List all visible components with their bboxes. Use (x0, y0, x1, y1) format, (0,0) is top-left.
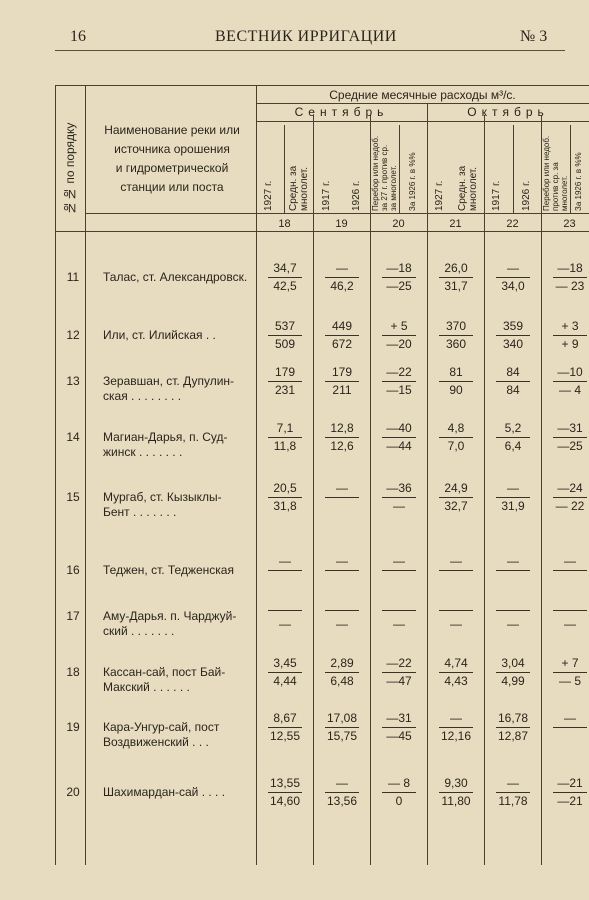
column-number: 22 (506, 218, 519, 230)
table-cell (428, 775, 484, 810)
value-average: 32,7 (444, 499, 468, 513)
value-1927: —22 (382, 655, 416, 673)
value-1927: 537 (268, 318, 302, 336)
subcol-header: Перебор или недоб. за 27 г. против ср. за многолет. (371, 135, 398, 211)
value-1927: 3,04 (496, 655, 530, 673)
sub-divider (399, 125, 400, 213)
value-1927 (382, 610, 416, 611)
value-average: —25 (557, 439, 583, 453)
value-average: — (336, 617, 348, 631)
colnum-rule (55, 231, 589, 232)
row-number: 19 (66, 720, 80, 734)
table-cell (257, 318, 313, 353)
value-average: — (564, 617, 576, 631)
value-average: — (279, 617, 291, 631)
table-cell (485, 364, 541, 399)
header-rule (55, 50, 565, 51)
table-left-border (55, 85, 56, 865)
row-number: 15 (66, 490, 80, 504)
row-number: 17 (66, 609, 80, 623)
sub-divider (284, 125, 285, 213)
page-header (0, 28, 589, 50)
value-average: — 4 (558, 383, 581, 397)
row-number: 13 (66, 374, 80, 388)
value-1927: — (382, 553, 416, 571)
value-1927: —36 (382, 480, 416, 498)
value-1927: 2,89 (325, 655, 359, 673)
column-number: 20 (392, 218, 405, 230)
table-cell (257, 260, 313, 295)
subcol-header: Перебор или недоб. против ср. за многолет. (542, 135, 569, 211)
table-cell (314, 775, 370, 810)
table-top-border (55, 85, 589, 86)
table-cell (371, 553, 427, 571)
value-average: 4,99 (501, 674, 525, 688)
month-september: Сентябрь (294, 105, 389, 119)
table-cell (314, 480, 370, 498)
value-average: — (507, 617, 519, 631)
value-1927: 179 (325, 364, 359, 382)
table-cell (371, 318, 427, 353)
value-average: — 23 (555, 279, 585, 293)
value-average: 34,0 (501, 279, 525, 293)
value-average: 11,78 (498, 794, 528, 808)
table-cell (428, 480, 484, 515)
value-1927: 84 (496, 364, 530, 382)
row-number: 16 (66, 563, 80, 577)
value-average: 231 (274, 383, 296, 397)
subcol-header: 1927 г. (263, 180, 274, 211)
table-cell (371, 260, 427, 295)
table-cell (371, 480, 427, 515)
value-average: 509 (274, 337, 296, 351)
table-cell (428, 420, 484, 455)
value-average: 672 (331, 337, 353, 351)
name-column-header: Наименование реки или источника орошения и гидрометрической станции или поста (104, 123, 240, 194)
value-1927: —40 (382, 420, 416, 438)
value-average: 7,0 (447, 439, 465, 453)
value-1927: — 8 (382, 775, 416, 793)
value-average: 0 (395, 794, 403, 808)
table-cell (542, 599, 589, 633)
value-1927 (553, 610, 587, 611)
value-1927: 9,30 (439, 775, 473, 793)
table-cell (314, 318, 370, 353)
value-1927: — (439, 553, 473, 571)
value-average: — (393, 617, 405, 631)
column-number: 18 (278, 218, 291, 230)
header-bottom-rule (85, 213, 589, 214)
value-1927: —21 (553, 775, 587, 793)
table-cell (257, 775, 313, 810)
value-average: — (393, 499, 405, 513)
issue-number: № 3 (520, 28, 548, 45)
station-name: Аму-Дарья. п. Чарджуй- ский . . . . . . . (103, 609, 237, 638)
value-average: 6,48 (330, 674, 354, 688)
value-1927: 13,55 (268, 775, 302, 793)
table-cell (485, 480, 541, 515)
value-average: 12,16 (440, 729, 472, 743)
subcol-header: Средн. за многолет. (288, 165, 310, 211)
group-title: Средние месячные расходы м³/с. (329, 88, 516, 102)
column-number: 19 (335, 218, 348, 230)
value-1927: 17,08 (325, 710, 359, 728)
col-divider (256, 85, 257, 865)
station-name: Кара-Унгур-сай, пост Воздвиженский . . . (103, 720, 220, 749)
table-cell (485, 260, 541, 295)
column-number: 23 (563, 218, 576, 230)
value-1927: — (325, 553, 359, 571)
value-1927: + 5 (382, 318, 416, 336)
value-1927: —18 (382, 260, 416, 278)
table-cell (314, 710, 370, 745)
value-1927: —24 (553, 480, 587, 498)
table-cell (257, 480, 313, 515)
table-cell (314, 364, 370, 399)
page-number: 16 (70, 28, 86, 45)
value-average: —45 (386, 729, 412, 743)
journal-title: ВЕСТНИК ИРРИГАЦИИ (215, 28, 397, 45)
value-average: —20 (386, 337, 412, 351)
value-1927: —18 (553, 260, 587, 278)
row-number: 14 (66, 430, 80, 444)
value-1927: — (496, 775, 530, 793)
table-cell (428, 364, 484, 399)
subcol-header: Средн. за многолет. (457, 165, 479, 211)
value-1927: + 3 (553, 318, 587, 336)
value-1927: —31 (382, 710, 416, 728)
value-average: 84 (506, 383, 520, 397)
value-1927: — (553, 553, 587, 571)
value-1927: —10 (553, 364, 587, 382)
station-name: Зеравшан, ст. Дупулин- ская . . . . . . . . (103, 374, 235, 403)
value-1927: 7,1 (268, 420, 302, 438)
value-1927: —22 (382, 364, 416, 382)
value-1927: 81 (439, 364, 473, 382)
column-number: 21 (449, 218, 462, 230)
subcol-header: 1926 г. (521, 180, 532, 211)
station-name: Или, ст. Илийская . . (103, 328, 216, 342)
table-cell (485, 775, 541, 810)
table-cell (371, 710, 427, 745)
station-name: Мургаб, ст. Кызыклы- Бент . . . . . . . (103, 490, 222, 519)
station-name: Магиан-Дарья, п. Суд- жинск . . . . . . . (103, 430, 228, 459)
value-1927: 4,74 (439, 655, 473, 673)
table-cell (257, 364, 313, 399)
value-average: —25 (386, 279, 412, 293)
discharge-table (55, 85, 589, 865)
value-1927: 3,45 (268, 655, 302, 673)
value-average: 6,4 (504, 439, 522, 453)
value-average: 31,8 (273, 499, 297, 513)
value-average: — (450, 617, 462, 631)
table-cell (542, 553, 589, 571)
table-cell (371, 775, 427, 810)
value-1927: —31 (553, 420, 587, 438)
value-1927: 16,78 (496, 710, 530, 728)
table-cell (485, 553, 541, 571)
table-cell (542, 710, 589, 728)
subcol-header: 1917 г. (491, 180, 502, 211)
table-cell (371, 364, 427, 399)
table-cell (314, 260, 370, 295)
value-average: 360 (445, 337, 467, 351)
value-1927: — (496, 480, 530, 498)
value-1927: 4,8 (439, 420, 473, 438)
col-divider (85, 85, 86, 865)
subcol-header: 1917 г. (321, 180, 332, 211)
value-average: —47 (386, 674, 412, 688)
order-column-header: №№ по порядку (63, 122, 77, 215)
value-average: 31,9 (501, 499, 525, 513)
value-average: 4,44 (273, 674, 297, 688)
value-average: 340 (502, 337, 524, 351)
value-1927 (325, 610, 359, 611)
station-name: Теджен, ст. Тедженская (103, 563, 234, 577)
value-average: 11,8 (273, 439, 297, 453)
value-1927: 20,5 (268, 480, 302, 498)
value-average: 12,87 (497, 729, 529, 743)
table-cell (314, 599, 370, 633)
table-cell (428, 318, 484, 353)
value-average: 13,56 (326, 794, 358, 808)
value-1927: 5,2 (496, 420, 530, 438)
table-cell (485, 710, 541, 745)
value-average: —21 (557, 794, 583, 808)
subcol-header: 1926 г. (351, 180, 362, 211)
value-1927 (496, 610, 530, 611)
table-cell (428, 655, 484, 690)
value-average: 211 (332, 383, 352, 397)
station-name: Кассан-сай, пост Бай- Макский . . . . . . (103, 665, 226, 694)
station-name: Талас, ст. Александровск. (103, 270, 248, 284)
value-average: 46,2 (330, 279, 354, 293)
value-average: — 5 (558, 674, 581, 688)
value-1927: — (325, 775, 359, 793)
value-1927: — (553, 710, 587, 728)
table-cell (542, 775, 589, 810)
table-cell (542, 364, 589, 399)
table-cell (314, 420, 370, 455)
subcol-header: За 1926 г. в %% (408, 152, 417, 211)
value-average: 12,6 (330, 439, 354, 453)
value-average: 90 (449, 383, 463, 397)
table-cell (485, 318, 541, 353)
value-1927: — (325, 480, 359, 498)
table-cell (428, 260, 484, 295)
value-1927: 370 (439, 318, 473, 336)
value-1927: — (268, 553, 302, 571)
value-1927: — (496, 553, 530, 571)
row-number: 20 (66, 785, 80, 799)
table-cell (542, 655, 589, 690)
value-average: —15 (386, 383, 412, 397)
row-number: 11 (66, 270, 80, 284)
table-cell (428, 553, 484, 571)
value-average: + 9 (561, 337, 579, 351)
value-average: — 22 (555, 499, 585, 513)
value-1927: — (325, 260, 359, 278)
table-cell (257, 420, 313, 455)
value-1927: 24,9 (439, 480, 473, 498)
month-october: Октябрь (467, 105, 549, 119)
value-1927: 34,7 (268, 260, 302, 278)
table-cell (542, 260, 589, 295)
table-cell (371, 420, 427, 455)
table-cell (314, 553, 370, 571)
table-cell (428, 599, 484, 633)
value-1927 (268, 610, 302, 611)
table-cell (314, 655, 370, 690)
value-average: 42,5 (273, 279, 297, 293)
table-cell (257, 710, 313, 745)
row-number: 18 (66, 665, 80, 679)
value-1927: 449 (325, 318, 359, 336)
value-average: 14,60 (269, 794, 301, 808)
table-cell (542, 318, 589, 353)
table-cell (485, 420, 541, 455)
value-average: 12,55 (269, 729, 301, 743)
table-cell (257, 553, 313, 571)
table-cell (542, 480, 589, 515)
sub-divider (570, 125, 571, 213)
row-number: 12 (66, 328, 80, 342)
value-average: —44 (386, 439, 412, 453)
value-average: 11,80 (441, 794, 471, 808)
table-cell (485, 599, 541, 633)
sub-divider (513, 125, 514, 213)
value-1927: 8,67 (268, 710, 302, 728)
group-rule (256, 103, 589, 104)
table-cell (371, 655, 427, 690)
value-average: 31,7 (444, 279, 468, 293)
table-cell (428, 710, 484, 745)
table-cell (257, 599, 313, 633)
value-1927: — (439, 710, 473, 728)
month-rule (256, 121, 589, 122)
station-name: Шахимардан-сай . . . . (103, 785, 226, 799)
value-1927: — (496, 260, 530, 278)
value-1927: 12,8 (325, 420, 359, 438)
value-1927: 359 (496, 318, 530, 336)
table-cell (485, 655, 541, 690)
value-average: 4,43 (444, 674, 468, 688)
value-1927 (439, 610, 473, 611)
value-1927: 179 (268, 364, 302, 382)
table-cell (542, 420, 589, 455)
table-cell (371, 599, 427, 633)
value-1927: + 7 (553, 655, 587, 673)
subcol-header: 1927 г. (434, 180, 445, 211)
subcol-header: За 1926 г. в %% (574, 152, 583, 211)
value-1927: 26,0 (439, 260, 473, 278)
value-average: 15,75 (326, 729, 358, 743)
table-cell (257, 655, 313, 690)
